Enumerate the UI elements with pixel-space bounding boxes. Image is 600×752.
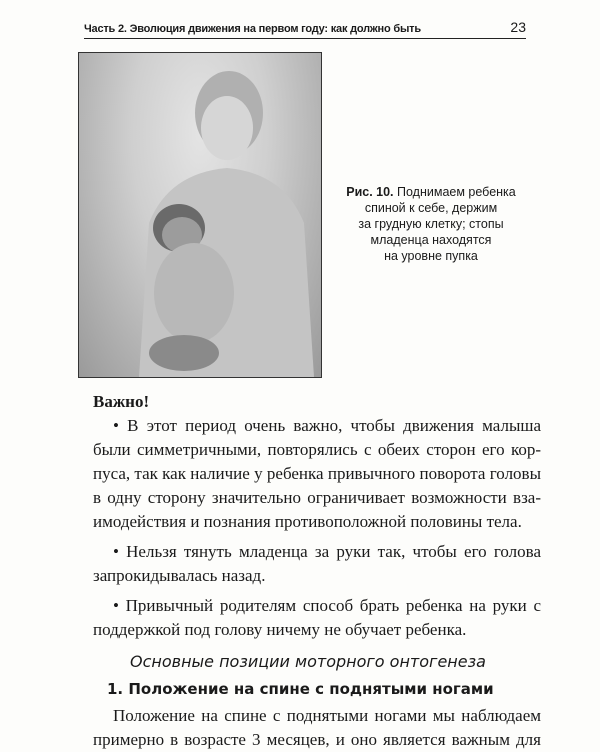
running-header <box>84 18 526 39</box>
text-line: поддержкой под голову ничему не обучает ребенка. <box>93 620 467 639</box>
text-line: имодействия и познания противоположной половины тела. <box>93 512 522 531</box>
page-number: 23 <box>510 19 526 35</box>
text-line: примерно в возрасте 3 месяцев, и оно является важным для <box>93 730 541 749</box>
figure-photo-mother-holding-baby <box>78 52 322 378</box>
text-line: • Привычный родителям способ брать ребенка на руки с <box>113 596 541 615</box>
photo-illustration <box>79 53 321 377</box>
caption-line: Поднимаем ребенка <box>397 185 516 199</box>
subsection-heading: 1. Положение на спине с поднятыми ногами <box>107 680 494 698</box>
text-line: запрокидывалась назад. <box>93 566 266 585</box>
text-line: • Нельзя тянуть младенца за руки так, чтобы его голова <box>113 542 541 561</box>
important-block <box>93 390 541 642</box>
text-line: были симметричными, повторялись с обеих сторон его кор- <box>93 440 541 459</box>
text-line: пуса, так как наличие у ребенка привычного поворота головы <box>93 464 541 483</box>
caption-line: за грудную клетку; стопы <box>358 217 504 231</box>
text-line: • В этот период очень важно, чтобы движения малыша <box>113 416 541 435</box>
important-title: Важно! <box>93 392 150 411</box>
text-line: в одну сторону значительно ограничивает возможности вза- <box>93 488 541 507</box>
figure-caption <box>336 184 526 264</box>
chapter-title: Часть 2. Эволюция движения на первом году: как должно быть <box>84 23 421 35</box>
section-heading: Основные позиции моторного онтогенеза <box>130 652 486 671</box>
caption-line: на уровне пупка <box>384 249 478 263</box>
caption-line: младенца находятся <box>370 233 492 247</box>
text-line: Положение на спине с поднятыми ногами мы наблюдаем <box>113 706 541 725</box>
caption-label: Рис. 10. <box>346 185 394 199</box>
caption-line: спиной к себе, держим <box>364 201 498 215</box>
section-paragraph <box>93 704 541 752</box>
